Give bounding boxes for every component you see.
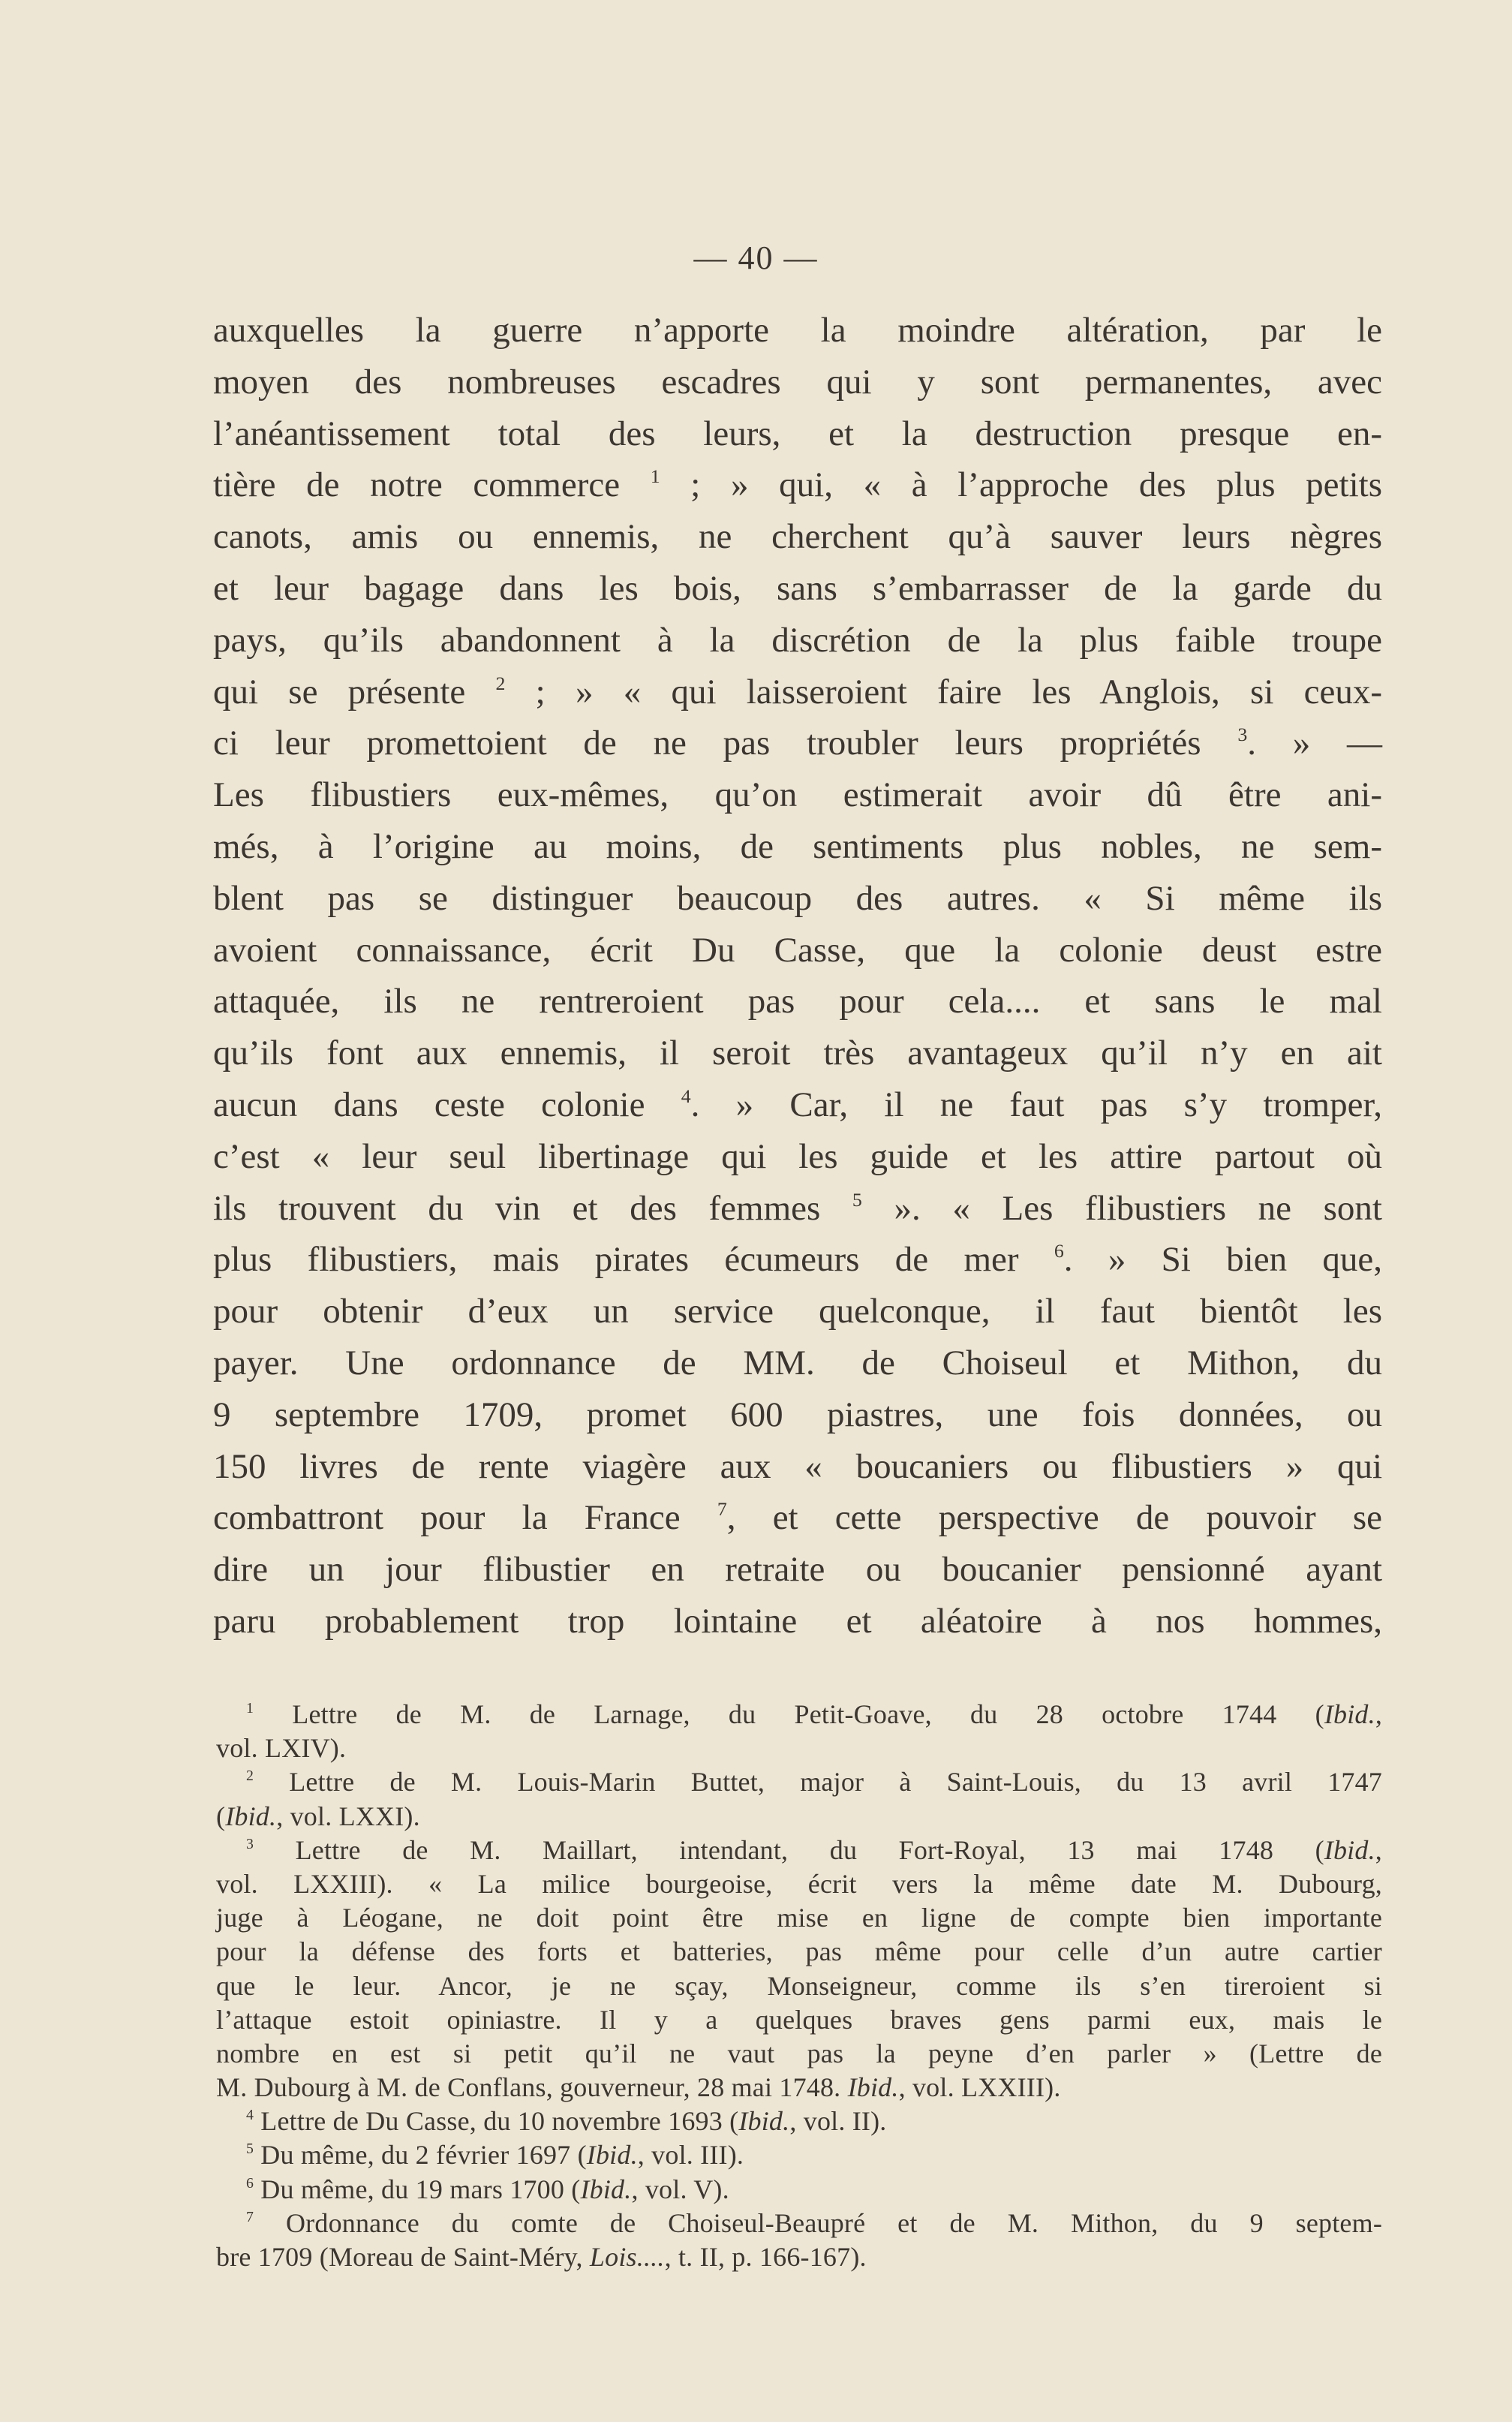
body-line: [213, 666, 1382, 718]
footnote-number: 7: [246, 2208, 254, 2225]
footnote-5: [216, 2138, 1382, 2172]
body-line: canots, amis ou ennemis, ne cherchent qu’à sauver leurs nègres: [213, 517, 1382, 557]
body-line: 9 septembre 1709, promet 600 piastres, une fois données, ou: [213, 1395, 1382, 1434]
text-segment: ». « Les flibustiers ne sont: [861, 1188, 1382, 1228]
body-line: [213, 1079, 1382, 1131]
text-segment: aucun dans ceste colonie: [213, 1085, 681, 1124]
italic-reference: Lois....: [589, 2242, 665, 2272]
text-segment: Lettre de Du Casse, du 10 novembre 1693 (: [260, 2106, 739, 2137]
body-line: l’anéantissement total des leurs, et la destruction presque en-: [213, 414, 1382, 453]
footnote-number: 3: [246, 1835, 254, 1852]
text-segment: qui se présente: [213, 672, 496, 712]
text-segment: ils trouvent du vin et des femmes: [213, 1188, 852, 1228]
footnote-line: [216, 2173, 1382, 2207]
body-line: [213, 1234, 1382, 1286]
footnote-7: [216, 2207, 1382, 2274]
italic-reference: Ibid.: [1324, 1699, 1375, 1729]
text-segment: . » Car, il ne faut pas s’y tromper,: [690, 1085, 1382, 1124]
text-segment: Lettre de M. Louis-Marin Buttet, major à Saint-Louis, du 13 avril 1747: [289, 1767, 1382, 1798]
footnote-number: 6: [246, 2174, 254, 2192]
italic-reference: Ibid.: [847, 2072, 899, 2103]
footnote-number: 5: [246, 2141, 254, 2158]
body-line: paru probablement trop lointaine et aléatoire à nos hommes,: [213, 1601, 1382, 1641]
text-segment: tière de notre commerce: [213, 465, 651, 505]
text-segment: ; » « qui laisseroient faire les Anglois, si ceux-: [505, 672, 1382, 712]
footnote-reference: 5: [852, 1188, 862, 1211]
text-segment: juge à Léogane, ne doit point être mise en ligne de compte bien importante: [216, 1903, 1382, 1933]
text-segment: , t. II, p. 166-167).: [664, 2242, 867, 2272]
footnote-line: [216, 1834, 1382, 1867]
page-number: — 40 —: [693, 239, 819, 276]
footnote-reference: 1: [650, 465, 660, 488]
footnote-reference: 2: [495, 672, 506, 694]
footnote-6: [216, 2173, 1382, 2207]
text-segment: que le leur. Ancor, je ne sçay, Monseigneur, comme ils s’en tireroient si: [216, 1970, 1382, 2001]
body-text: [213, 305, 1382, 1647]
footnote-reference: 6: [1054, 1240, 1064, 1262]
text-segment: Du même, du 19 mars 1700 (: [260, 2174, 581, 2204]
footnotes: [216, 1698, 1382, 2274]
text-segment: . » Si bien que,: [1063, 1240, 1382, 1280]
text-segment: ci leur promettoient de ne pas troubler leurs propriétés: [213, 724, 1238, 763]
text-segment: bre 1709 (Moreau de Saint-Méry,: [216, 2242, 590, 2272]
footnote-line: [216, 2003, 1382, 2037]
body-line: [213, 1183, 1382, 1235]
body-line: Les flibustiers eux-mêmes, qu’on estimerait avoir dû être ani-: [213, 775, 1382, 815]
text-segment: M. Dubourg à M. de Conflans, gouverneur, 28 mai 1748.: [216, 2072, 848, 2103]
footnote-line: [216, 1901, 1382, 1935]
footnote-1: [216, 1698, 1382, 1765]
footnote-line: [216, 2071, 1382, 2105]
footnote-2: [216, 1765, 1382, 1833]
italic-reference: Ibid.: [225, 1801, 277, 1831]
footnote-line: [216, 2240, 1382, 2274]
body-line: attaquée, ils ne rentreroient pas pour cela.... et sans le mal: [213, 982, 1382, 1021]
italic-reference: Ibid.: [580, 2174, 632, 2204]
text-segment: Lettre de M. de Larnage, du Petit-Goave, du 28 octobre 1744 (: [292, 1699, 1324, 1729]
text-segment: vol. LXXIII). « La milice bourgeoise, écrit vers la même date M. Dubourg,: [216, 1868, 1382, 1899]
footnote-reference: 4: [681, 1085, 691, 1107]
footnote-number: 1: [246, 1700, 254, 1717]
text-segment: combattront pour la France: [213, 1498, 717, 1538]
body-line: auxquelles la guerre n’apporte la moindre altération, par le: [213, 311, 1382, 350]
footnote-3: [216, 1834, 1382, 2105]
body-line: més, à l’origine au moins, de sentiments plus nobles, ne sem-: [213, 826, 1382, 866]
body-line: dire un jour flibustier en retraite ou boucanier pensionné ayant: [213, 1550, 1382, 1590]
italic-reference: Ibid.: [586, 2140, 638, 2171]
footnote-line: [216, 1935, 1382, 1969]
body-line: [213, 718, 1382, 769]
footnote-line: [216, 2037, 1382, 2071]
footnote-line: [216, 1732, 1382, 1765]
footnote-line: [216, 1867, 1382, 1901]
footnote-line: [216, 1698, 1382, 1732]
footnote-reference: 3: [1237, 724, 1248, 746]
text-segment: , vol. LXXIII).: [898, 2072, 1061, 2103]
text-segment: Ordonnance du comte de Choiseul-Beaupré et de M. Mithon, du 9 septem-: [285, 2207, 1383, 2238]
italic-reference: Ibid.: [738, 2106, 790, 2137]
footnote-line: [216, 1765, 1382, 1799]
text-segment: , et cette perspective de pouvoir se: [726, 1498, 1382, 1538]
footnote-number: 4: [246, 2107, 254, 2124]
body-line: moyen des nombreuses escadres qui y sont permanentes, avec: [213, 362, 1382, 402]
footnote-line: [216, 2105, 1382, 2138]
text-segment: plus flibustiers, mais pirates écumeurs de mer: [213, 1240, 1054, 1280]
body-line: pour obtenir d’eux un service quelconque, il faut bientôt les: [213, 1292, 1382, 1331]
footnote-line: [216, 1969, 1382, 2003]
body-line: c’est « leur seul libertinage qui les guide et les attire partout où: [213, 1136, 1382, 1176]
text-segment: ,: [1375, 1834, 1382, 1865]
text-segment: (: [216, 1801, 226, 1831]
footnote-reference: 7: [717, 1498, 727, 1521]
footnote-line: [216, 2138, 1382, 2172]
body-line: pays, qu’ils abandonnent à la discrétion de la plus faible troupe: [213, 620, 1382, 660]
body-line: payer. Une ordonnance de MM. de Choiseul et Mithon, du: [213, 1343, 1382, 1382]
text-segment: , vol. V).: [631, 2174, 729, 2204]
text-segment: Du même, du 2 février 1697 (: [260, 2140, 587, 2171]
text-segment: , vol. III).: [637, 2140, 744, 2171]
text-segment: ; » qui, « à l’approche des plus petits: [660, 465, 1382, 505]
body-line: blent pas se distinguer beaucoup des autres. « Si même ils: [213, 878, 1382, 918]
text-segment: vol. LXIV).: [216, 1733, 347, 1764]
text-segment: pour la défense des forts et batteries, pas même pour celle d’un autre cartier: [216, 1936, 1382, 1967]
body-line: qu’ils font aux ennemis, il seroit très avantageux qu’il n’y en ait: [213, 1033, 1382, 1073]
text-segment: ,: [1375, 1699, 1383, 1729]
body-line: [213, 1492, 1382, 1544]
body-line: 150 livres de rente viagère aux « boucaniers ou flibustiers » qui: [213, 1446, 1382, 1486]
text-segment: nombre en est si petit qu’il ne vaut pas la peyne d’en parler » (Lettre de: [216, 2038, 1382, 2068]
text-segment: Lettre de M. Maillart, intendant, du Fort-Royal, 13 mai 1748 (: [295, 1834, 1324, 1865]
footnote-4: [216, 2105, 1382, 2138]
text-segment: , vol. LXXI).: [276, 1801, 420, 1831]
footnote-number: 2: [246, 1768, 254, 1785]
text-segment: . » —: [1247, 724, 1382, 763]
body-line: et leur bagage dans les bois, sans s’embarrasser de la garde du: [213, 568, 1382, 608]
text-segment: , vol. II).: [789, 2106, 887, 2137]
footnote-line: [216, 2207, 1382, 2240]
body-line: [213, 459, 1382, 511]
footnote-line: [216, 1800, 1382, 1834]
italic-reference: Ibid.: [1324, 1834, 1375, 1865]
body-line: avoient connaissance, écrit Du Casse, que la colonie deust estre: [213, 930, 1382, 970]
text-segment: l’attaque estoit opiniastre. Il y a quelques braves gens parmi eux, mais le: [216, 2004, 1382, 2035]
